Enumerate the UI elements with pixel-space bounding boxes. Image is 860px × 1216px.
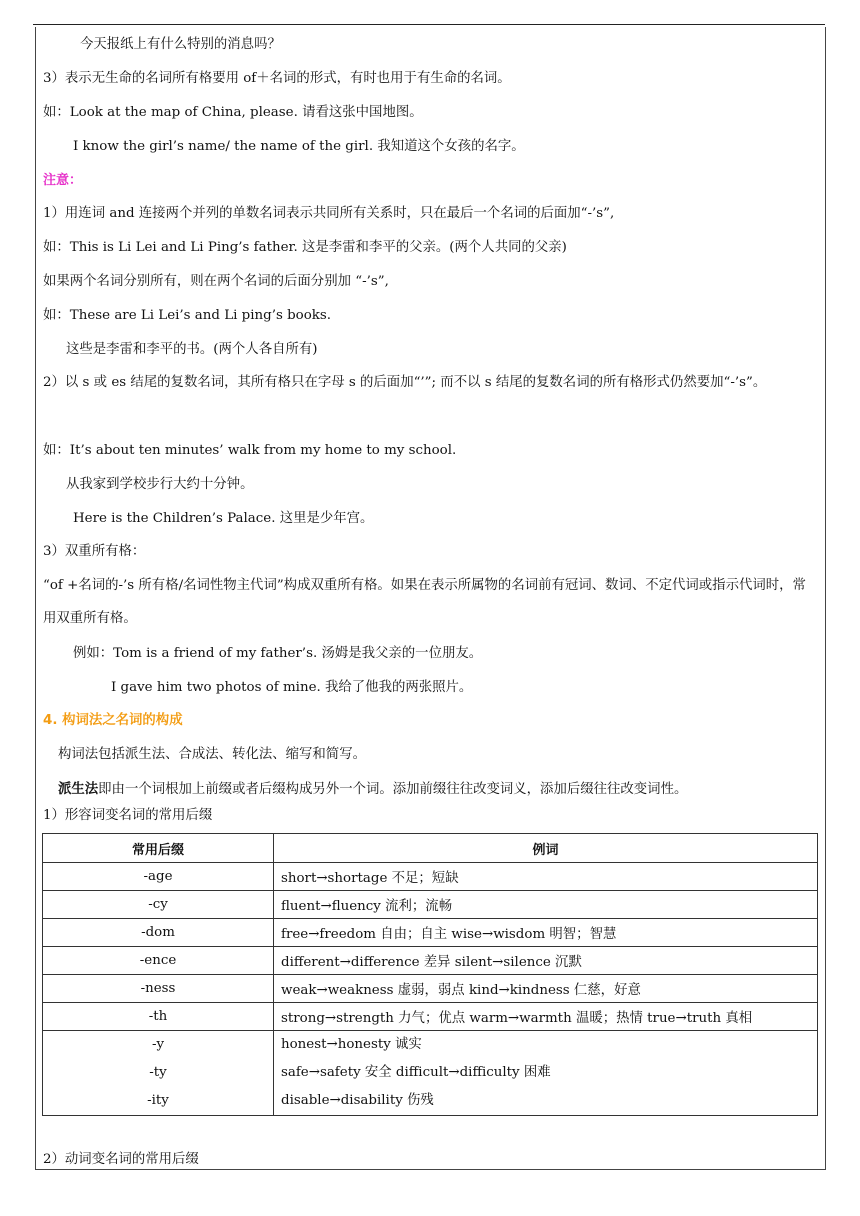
example-item: honest→honesty 诚实 [281,1037,422,1052]
note-heading: 注意： [43,173,83,188]
text-line: 3）表示无生命的名词所有格要用 of＋名词的形式，有时也用于有生命的名词。 [43,71,511,86]
suffix-item: -ity [147,1093,169,1108]
table-row [43,1003,818,1031]
text-line: 3）双重所有格： [43,544,146,559]
text-line: Here is the Children’s Palace. 这里是少年宫。 [73,511,374,526]
text-line: I know the girl’s name/ the name of the girl. 我知道这个女孩的名字。 [73,139,525,154]
suffix-cell [43,1031,274,1116]
example-cell: short→shortage 不足；短缺 [274,863,818,891]
text-line: 如：These are Li Lei’s and Li ping’s books. [43,308,332,323]
top-rule [33,24,825,25]
example-cell: fluent→fluency 流利；流畅 [274,891,818,919]
text-line: 2）动词变名词的常用后缀 [43,1152,199,1167]
table-row [43,947,818,975]
table-row [43,919,818,947]
table-header-row [43,834,818,863]
column-header: 常用后缀 [43,834,274,863]
example-cell: free→freedom 自由；自主 wise→wisdom 明智；智慧 [274,919,818,947]
text-line: 如果两个名词分别所有，则在两个名词的后面分别加 “-’s”, [43,274,389,289]
suffix-cell: -cy [43,891,274,919]
suffix-item: -y [151,1037,165,1052]
example-item: safe→safety 安全 difficult→difficulty 困难 [281,1065,551,1080]
suffix-item: -ty [149,1065,167,1080]
text-line: 例如：Tom is a friend of my father’s. 汤姆是我父亲的一位朋友。 [73,646,483,661]
example-cell: weak→weakness 虚弱，弱点 kind→kindness 仁慈，好意 [274,975,818,1003]
table-row [43,1031,818,1116]
example-cell: strong→strength 力气；优点 warm→warmth 温暖；热情 true→truth 真相 [274,1003,818,1031]
text-line [58,780,687,799]
text-line: 如：This is Li Lei and Li Ping’s father. 这是李雷和李平的父亲。(两个人共同的父亲) [43,240,567,255]
table-row [43,891,818,919]
example-cell: different→difference 差异 silent→silence 沉默 [274,947,818,975]
text-line: 1）用连词 and 连接两个并列的单数名词表示共同所有关系时，只在最后一个名词的后面加“-’s”, [43,206,615,221]
text-line: 1）形容词变名词的常用后缀 [43,808,213,823]
text-line: 如：It’s about ten minutes’ walk from my home to my school. [43,443,457,458]
text-line: 如：Look at the map of China, please. 请看这张中国地图。 [43,105,423,120]
table-row [43,975,818,1003]
text-paragraph: 2）以 s 或 es 结尾的复数名词，其所有格只在字母 s 的后面加“’”; 而不以 s 结尾的复数名词的所有格形式仍然要加“-’s”。 [43,375,767,390]
text-line: 构词法包括派生法、合成法、转化法、缩写和简写。 [58,747,366,762]
text-paragraph: “of +名词的-’s 所有格/名词性物主代词”构成双重所有格。如果在表示所属物的名词前有冠词、数词、不定代词或指示代词时，常用双重所有格。 [43,578,806,626]
example-item: disable→disability 伤残 [281,1093,434,1108]
column-header: 例词 [274,834,818,863]
suffix-cell: -ence [43,947,274,975]
text-line: 今天报纸上有什么特别的消息吗？ [80,37,281,52]
suffix-cell: -dom [43,919,274,947]
text-line: 这些是李雷和李平的书。(两个人各自所有) [66,342,318,357]
bold-term: 派生法 [58,781,99,797]
text-span: 即由一个词根加上前缀或者后缀构成另外一个词。添加前缀往往改变词义，添加后缀往往改变词性。 [98,782,688,797]
example-cell [274,1031,818,1116]
suffix-cell: -ness [43,975,274,1003]
text-line: I gave him two photos of mine. 我给了他我的两张照片。 [111,680,473,695]
suffix-cell: -age [43,863,274,891]
section-heading: 4. 构词法之名词的构成 [43,713,183,728]
suffix-cell: -th [43,1003,274,1031]
text-line: 从我家到学校步行大约十分钟。 [66,477,254,492]
suffix-table [42,833,818,1116]
table-row [43,863,818,891]
